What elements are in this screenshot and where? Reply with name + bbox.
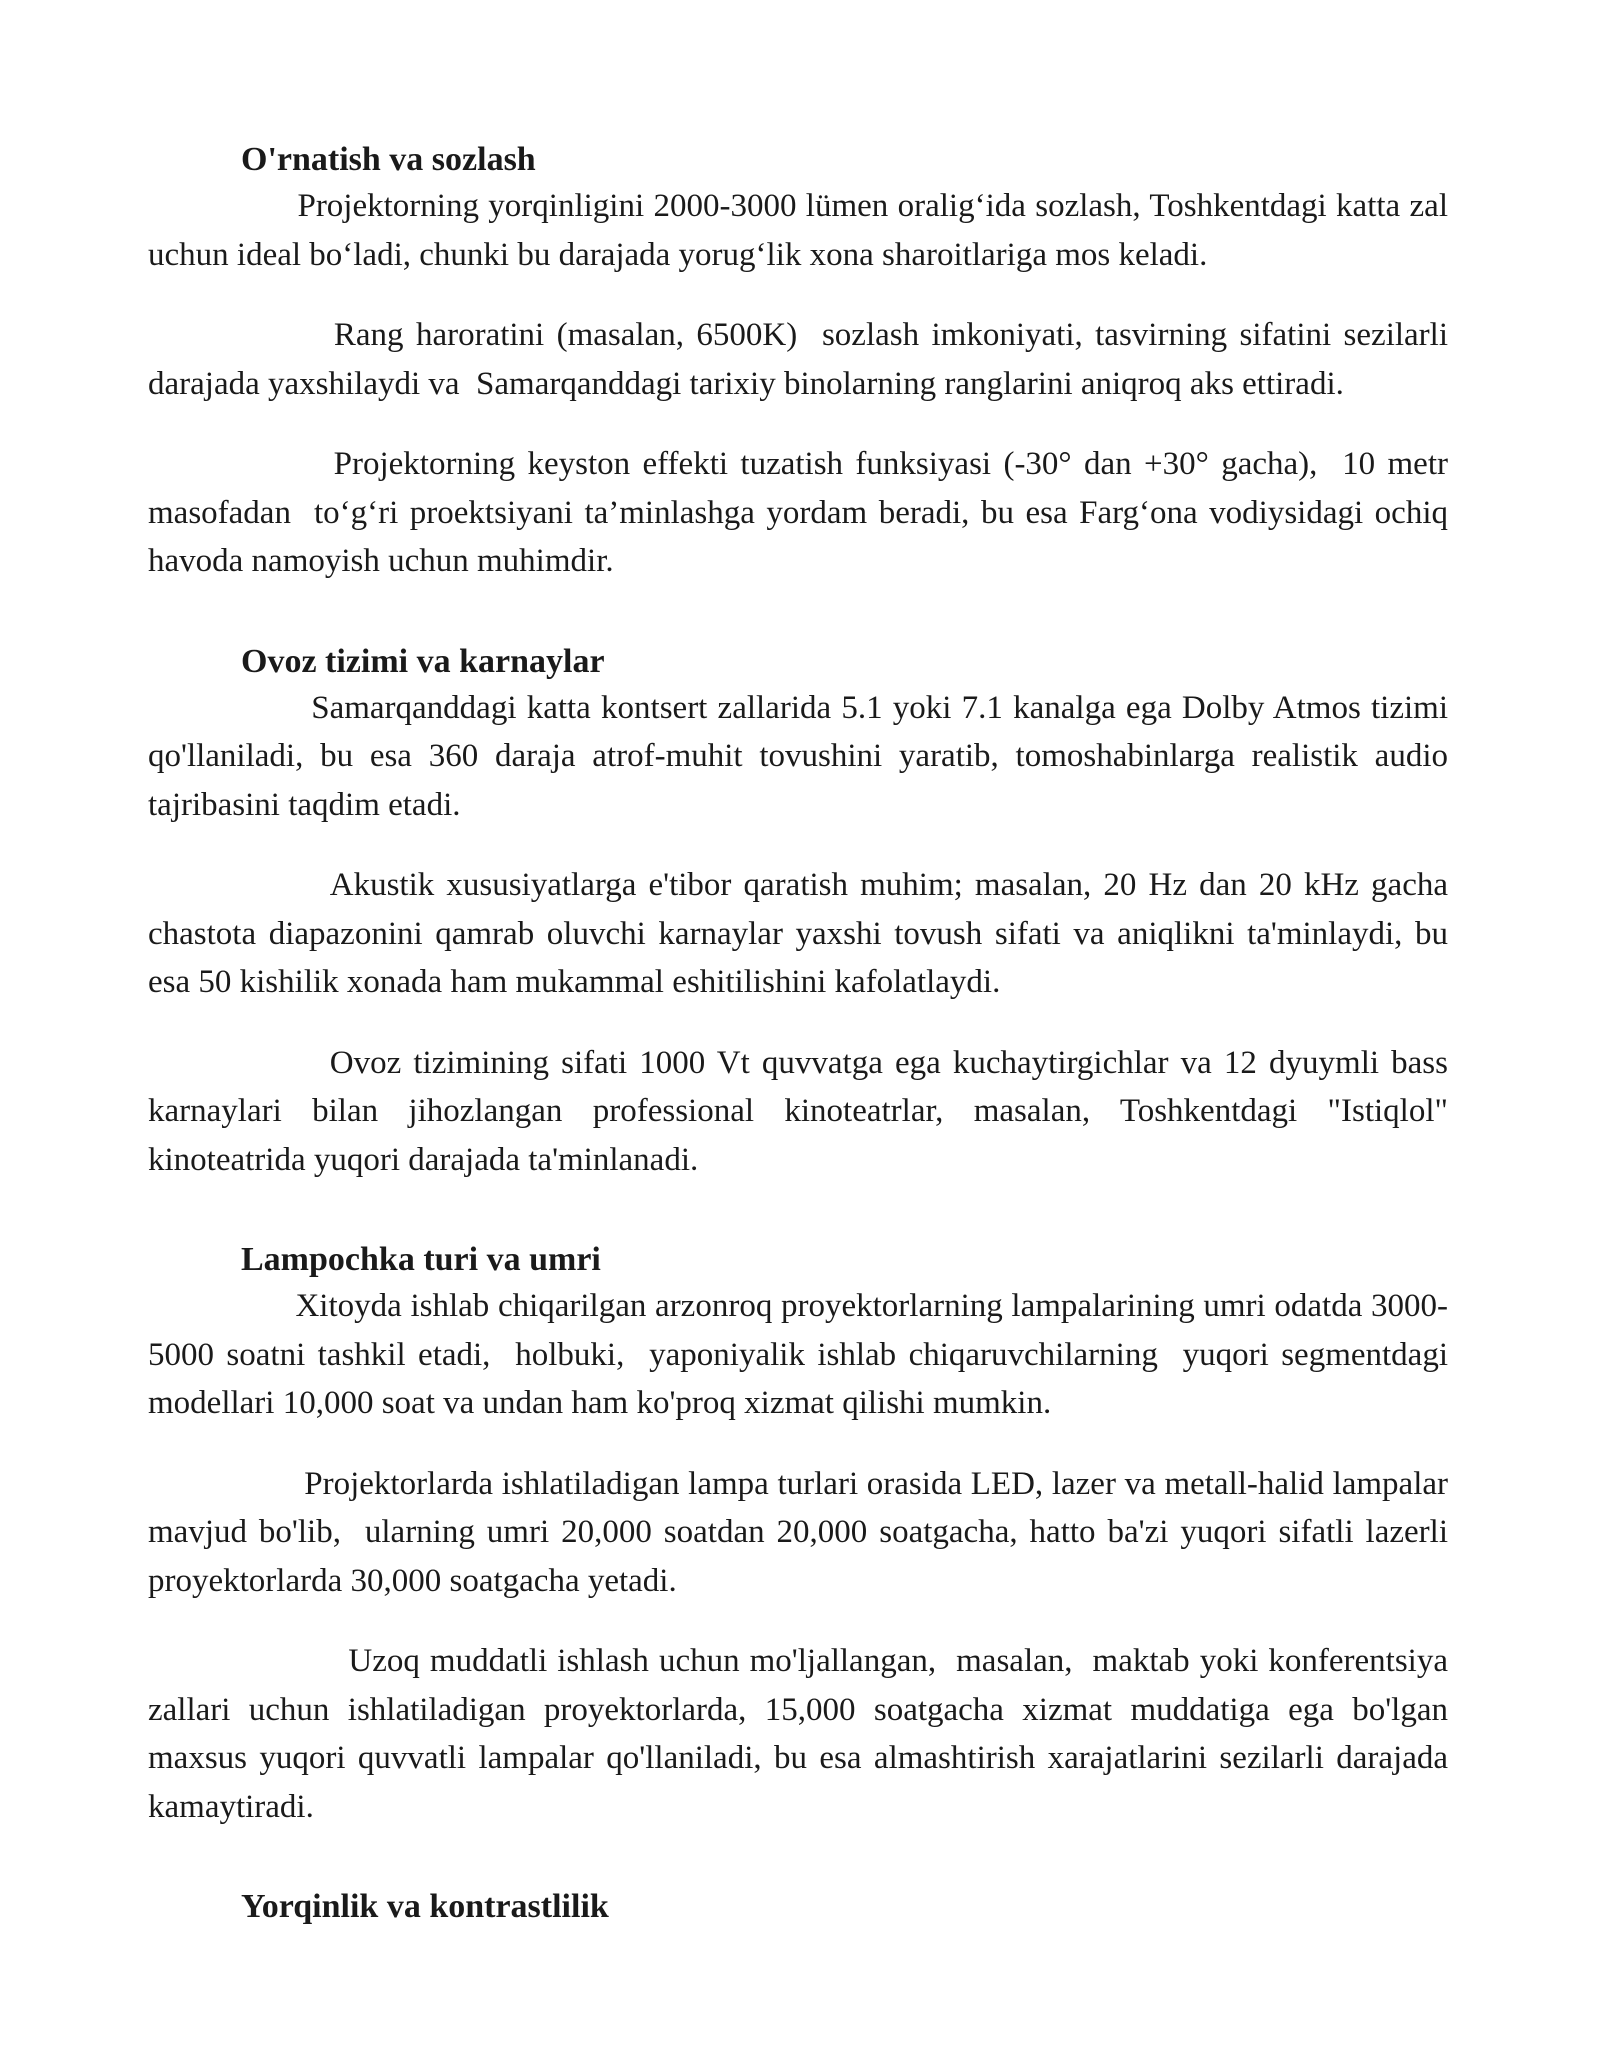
paragraph: Samarqanddagi katta kontsert zallarida 5.1 yoki 7.1 kanalga ega Dolby Atmos tizimi qo'llaniladi, bu esa 360 daraja atrof-muhit tovushini yaratib, tomoshabinlarga realistik audio tajribasini taqdim etadi. [148,689,1457,823]
document-page [148,138,1457,1929]
paragraph: Ovoz tizimining sifati 1000 Vt quvvatga ega kuchaytirgichlar va 12 dyuymli bass karnaylari bilan jihozlangan professional kinoteatrlar, masalan, Toshkentdagi "Istiqlol" kinoteatrida yuqori darajada ta'minlanadi. [148,1044,1457,1178]
paragraph: Uzoq muddatli ishlash uchun mo'ljallangan, masalan, maktab yoki konferentsiya zallari uchun ishlatiladigan proyektorlarda, 15,000 soatgacha xizmat muddatiga ega bo'lgan maxsus yuqori quvvatli lampalar qo'llaniladi, bu esa almashtirish xarajatlarini sezilarli darajada kamaytiradi. [148,1643,1457,1825]
paragraph: Xitoyda ishlab chiqarilgan arzonroq proyektorlarning lampalarining umri odatda 3000-5000 soatni tashkil etadi, holbuki, yaponiyalik ishlab chiqaruvchilarning yuqori segmentdagi modellari 10,000 soat va undan ham ko'proq xizmat qilishi mumkin. [148,1288,1457,1421]
paragraph: Projektorlarda ishlatiladigan lampa turlari orasida LED, lazer va metall-halid lampalar mavjud bo'lib, ularning umri 20,000 soatdan 20,000 soatgacha, hatto ba'zi yuqori sifatli lazerli proyektorlarda 30,000 soatgacha yetadi. [148,1465,1457,1599]
paragraph: Rang haroratini (masalan, 6500K) sozlash imkoniyati, tasvirning sifatini sezilarli darajada yaxshilaydi va Samarqanddagi tarixiy binolarning ranglarini aniqroq aks ettiradi. [148,317,1457,402]
paragraph: Akustik xususiyatlarga e'tibor qaratish muhim; masalan, 20 Hz dan 20 kHz gacha chastota diapazonini qamrab oluvchi karnaylar yaxshi tovush sifati va aniqlikni ta'minlaydi, bu esa 50 kishilik xonada ham mukammal eshitilishini kafolatlaydi. [148,867,1457,1000]
section-installation [148,138,1457,586]
section-heading: Yorqinlik va kontrastlilik [241,1888,609,1925]
section-heading: Lampochka turi va umri [241,1241,601,1278]
paragraph: Projektorning yorqinligini 2000-3000 lümen oralig‘ida sozlash, Toshkentdagi katta zal uchun ideal bo‘ladi, chunki bu darajada yorug‘lik xona sharoitlariga mos keladi. [148,188,1457,273]
paragraph: Projektorning keyston effekti tuzatish funksiyasi (-30° dan +30° gacha), 10 metr masofadan to‘g‘ri proektsiyani ta’minlashga yordam beradi, bu esa Farg‘ona vodiysidagi ochiq havoda namoyish uchun muhimdir. [148,446,1457,579]
section-sound-system [148,640,1457,1185]
section-brightness-contrast [148,1885,1448,1929]
section-heading: Ovoz tizimi va karnaylar [241,642,605,680]
section-heading: O'rnatish va sozlash [241,141,536,178]
section-lamp-type [148,1238,1457,1831]
